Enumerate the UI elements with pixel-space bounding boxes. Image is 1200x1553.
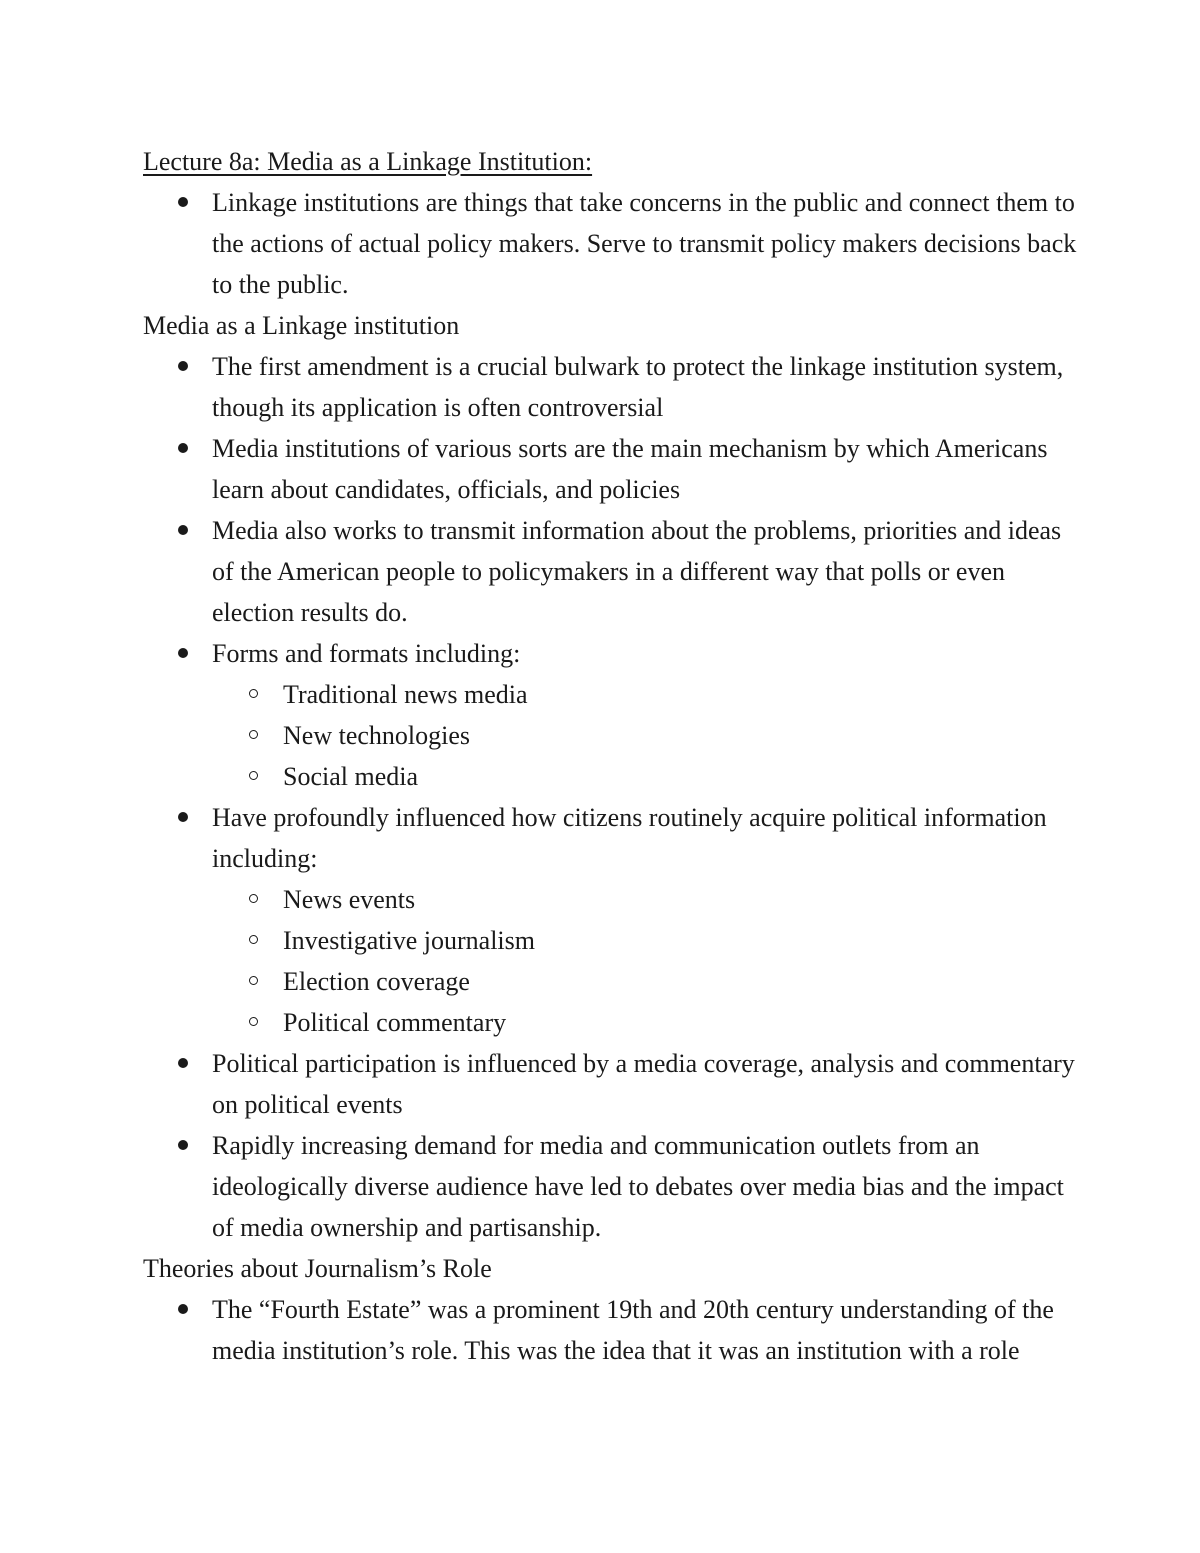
list-item-text: The first amendment is a crucial bulwark to protect the linkage institution system, though its application is often controversial	[212, 352, 1064, 422]
sub-list-item	[283, 1002, 1083, 1043]
section-heading-journalism-role: Theories about Journalism’s Role	[143, 1254, 492, 1283]
media-linkage-list	[143, 346, 1083, 1248]
journalism-role-list	[143, 1289, 1083, 1371]
sub-list-item	[283, 756, 1083, 797]
sub-list-item	[283, 961, 1083, 1002]
list-item	[212, 1289, 1083, 1371]
section-heading-media-linkage: Media as a Linkage institution	[143, 311, 460, 340]
list-item-text: The “Fourth Estate” was a prominent 19th and 20th century understanding of the media institution’s role. This was the idea that it was an institution with a role	[212, 1295, 1054, 1365]
bullet-icon	[178, 525, 188, 535]
list-item-text: Linkage institutions are things that take concerns in the public and connect them to the actions of actual policy makers. Serve to transmit policy makers decisions back to the public.	[212, 188, 1077, 299]
hollow-bullet-icon	[249, 730, 258, 739]
list-item-text: Rapidly increasing demand for media and communication outlets from an ideologically diverse audience have led to debates over media bias and the impact of media ownership and partisanship.	[212, 1131, 1064, 1242]
list-item-text: Media also works to transmit information about the problems, priorities and ideas of the American people to policymakers in a different way that polls or even election results do.	[212, 516, 1062, 627]
list-item	[212, 346, 1083, 428]
document-body	[143, 141, 1083, 1371]
sub-list-item	[283, 879, 1083, 920]
sub-list-item-text: New technologies	[283, 721, 471, 750]
list-item-text: Political participation is influenced by a media coverage, analysis and commentary on political events	[212, 1049, 1075, 1119]
list-item	[212, 182, 1083, 305]
sub-list-item-text: Traditional news media	[283, 680, 528, 709]
bullet-icon	[178, 197, 188, 207]
bullet-icon	[178, 1140, 188, 1150]
sub-list-item-text: Election coverage	[283, 967, 470, 996]
list-item	[212, 428, 1083, 510]
hollow-bullet-icon	[249, 976, 258, 985]
bullet-icon	[178, 361, 188, 371]
sub-list-item-text: Investigative journalism	[283, 926, 536, 955]
bullet-icon	[178, 1058, 188, 1068]
sub-list-item	[283, 715, 1083, 756]
hollow-bullet-icon	[249, 689, 258, 698]
sub-list-item-text: Political commentary	[283, 1008, 507, 1037]
bullet-icon	[178, 1304, 188, 1314]
sub-list-item-text: Social media	[283, 762, 419, 791]
sub-list-item-text: News events	[283, 885, 416, 914]
sub-list	[212, 879, 1083, 1043]
list-item-text: Forms and formats including:	[212, 639, 521, 668]
intro-list	[143, 182, 1083, 305]
bullet-icon	[178, 443, 188, 453]
list-item-text: Media institutions of various sorts are the main mechanism by which Americans learn about candidates, officials, and policies	[212, 434, 1048, 504]
lecture-title: Lecture 8a: Media as a Linkage Institution:	[143, 147, 593, 176]
list-item	[212, 510, 1083, 633]
bullet-icon	[178, 648, 188, 658]
list-item	[212, 1125, 1083, 1248]
list-item	[212, 633, 1083, 797]
list-item	[212, 797, 1083, 1043]
list-item	[212, 1043, 1083, 1125]
bullet-icon	[178, 812, 188, 822]
hollow-bullet-icon	[249, 1017, 258, 1026]
list-item-text: Have profoundly influenced how citizens routinely acquire political information including:	[212, 803, 1047, 873]
hollow-bullet-icon	[249, 771, 258, 780]
hollow-bullet-icon	[249, 894, 258, 903]
hollow-bullet-icon	[249, 935, 258, 944]
sub-list	[212, 674, 1083, 797]
sub-list-item	[283, 920, 1083, 961]
sub-list-item	[283, 674, 1083, 715]
